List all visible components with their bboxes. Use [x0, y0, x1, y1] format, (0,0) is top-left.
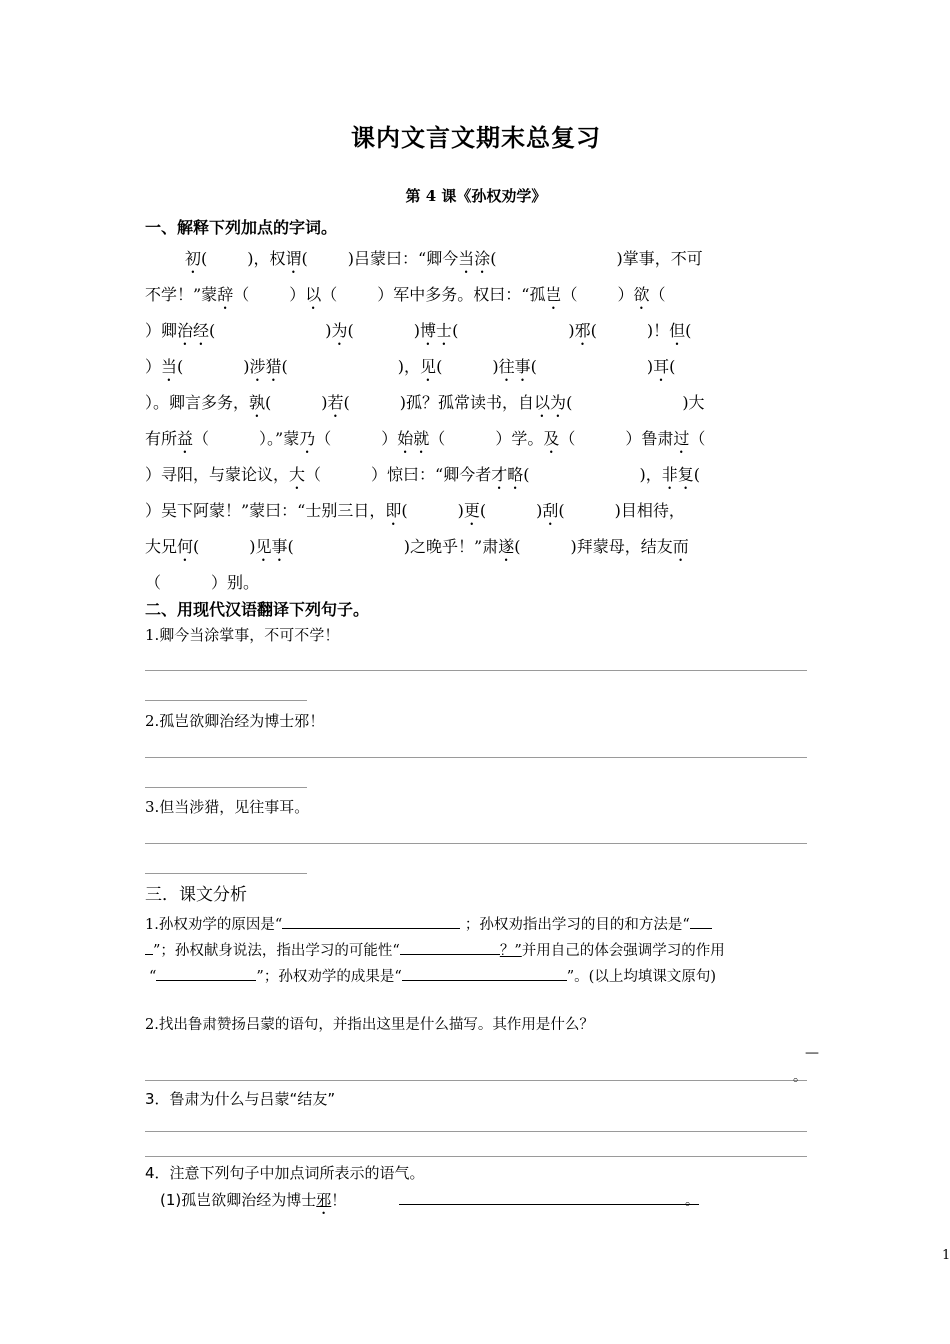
- translate-question-2: 2.孤岂欲卿治经为博士邪！: [145, 712, 325, 730]
- page-title: 课内文言文期末总复习: [351, 123, 601, 152]
- answer-line: [145, 1156, 807, 1157]
- translate-question-1: 1.卿今当涂掌事，不可不学！: [145, 626, 340, 644]
- answer-line: [145, 873, 307, 874]
- answer-line: [145, 843, 807, 844]
- fill-blank[interactable]: [400, 938, 500, 955]
- passage-line: ）吴下阿蒙！”蒙曰：“士别三日，即( )更( )刮( )目相待，: [145, 501, 685, 520]
- answer-line[interactable]: [399, 1204, 699, 1205]
- end-mark: 。: [793, 1069, 807, 1085]
- dash-mark: —: [805, 1045, 819, 1061]
- translate-question-3: 3.但当涉猎，见往事耳。: [145, 798, 310, 816]
- passage-line: ）。卿言多务，孰( )若( )孤？孤常读书，自以为( )大: [145, 393, 705, 412]
- analysis-question-2: 2.找出鲁肃赞扬吕蒙的语句，并指出这里是什么描写。其作用是什么？: [145, 1017, 594, 1033]
- lesson-heading: 第 4 课《孙权劝学》: [405, 187, 547, 205]
- answer-line: [145, 670, 807, 671]
- answer-line: [145, 1080, 807, 1081]
- section3-heading: 三．课文分析: [145, 885, 247, 905]
- passage-line: 初( )，权谓( )吕蒙曰：“卿今当涂( )掌事，不可: [185, 249, 703, 268]
- passage-line: 大兄何( )见事( )之晚乎！”肃遂( )拜蒙母，结友而: [145, 537, 689, 556]
- analysis-question-4: 4．注意下列句子中加点词所表示的语气。: [145, 1164, 425, 1182]
- analysis-question-1: 1.孙权劝学的原因是“ ；孙权劝指出学习的目的和方法是“ ”；孙权献身说法，指出学习的可能性“ ？”并用自己的体会强调学习的作用 “ ”；孙权劝学的成果是“ ”。(以上均填课文原句): [145, 912, 807, 990]
- passage-line: ）当( )涉猎( )，见( )往事( )耳(: [145, 357, 676, 376]
- fill-blank[interactable]: [402, 964, 567, 981]
- answer-line: [145, 787, 307, 788]
- page-number: 1: [942, 1248, 950, 1263]
- passage-line: （ ）别。: [145, 573, 260, 592]
- fill-blank[interactable]: [145, 938, 153, 955]
- end-mark: 。: [685, 1193, 699, 1209]
- answer-line: [145, 1131, 807, 1132]
- answer-line: [145, 757, 807, 758]
- analysis-question-4-1: (1)孤岂欲卿治经为博士邪！: [160, 1191, 347, 1209]
- passage: [145, 241, 807, 601]
- passage-line: 有所益（ ）。”蒙乃（ ）始就（ ）学。及（ ）鲁肃过（: [145, 429, 706, 448]
- passage-line: ）卿治经( )为( )博士( )邪( )！但(: [145, 321, 692, 340]
- fill-blank[interactable]: [282, 912, 460, 929]
- fill-blank[interactable]: [690, 912, 712, 929]
- passage-line: 不学！”蒙辞（ ）以（ ）军中多务。权曰：“孤岂（ ）欲（: [145, 285, 666, 304]
- analysis-question-3: 3．鲁肃为什么与吕蒙“结友”: [145, 1090, 336, 1108]
- passage-line: ）寻阳，与蒙论议，大（ ）惊曰：“卿今者才略( )，非复(: [145, 465, 701, 484]
- answer-line: [145, 700, 307, 701]
- fill-blank[interactable]: [156, 964, 256, 981]
- section2-heading: 二、用现代汉语翻译下列句子。: [145, 600, 370, 619]
- section1-heading: 一、解释下列加点的字词。: [145, 218, 338, 237]
